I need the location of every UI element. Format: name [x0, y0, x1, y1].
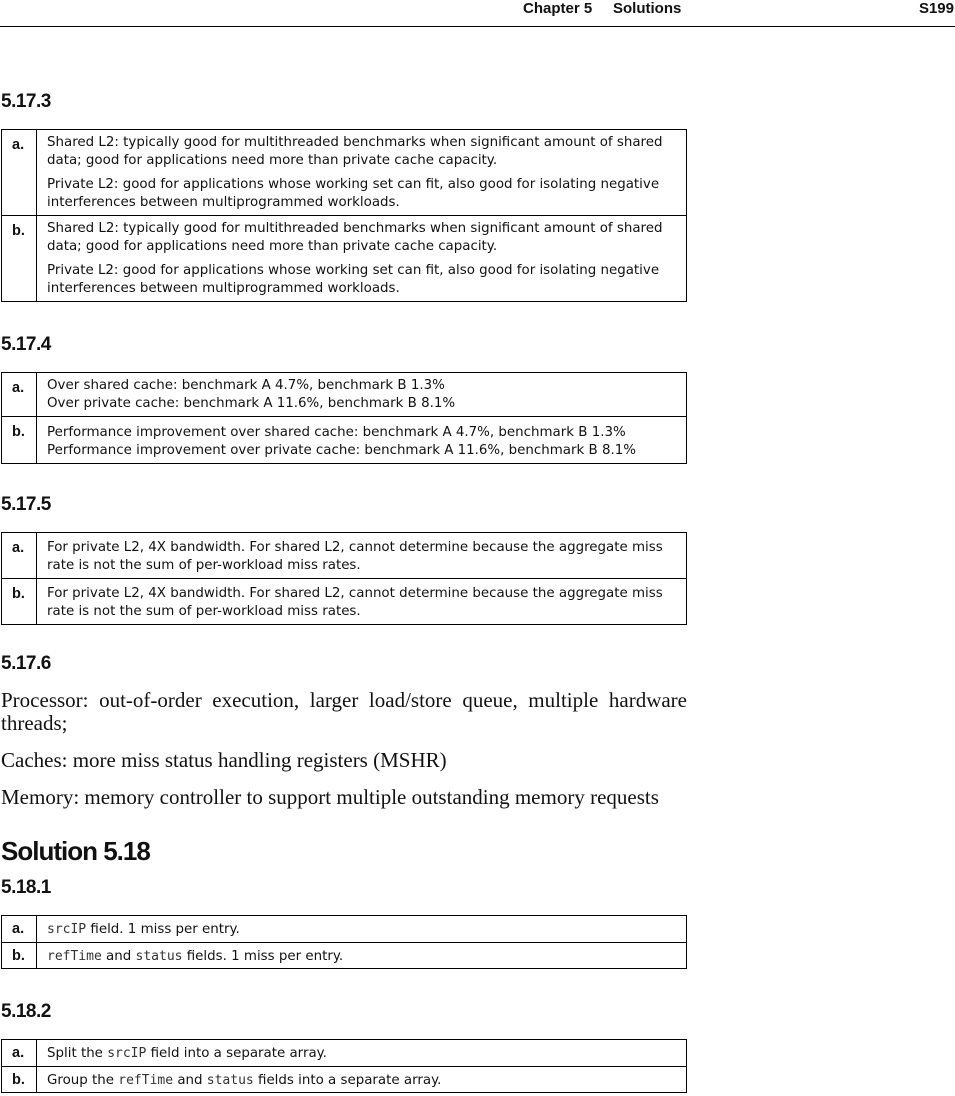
table-5-18-1 [1, 915, 687, 969]
row-text [37, 916, 687, 943]
memory-paragraph: Memory: memory controller to support multiple outstanding memory requests [1, 785, 659, 809]
private-l2-paragraph: Private L2: good for applications whose working set can fit, also good for isolating negative interferences between multiprogrammed workloads. [47, 177, 660, 210]
processor-paragraph: Processor: out-of-order execution, larger load/store queue, multiple hardware threads; [1, 688, 687, 735]
table-row [2, 579, 687, 625]
text-paragraph: For private L2, 4X bandwidth. For shared L2, cannot determine because the aggregate miss rate is not the sum of per-workload miss rates. [47, 586, 663, 619]
row-label: a. [2, 130, 37, 216]
page-number: S199 [918, 0, 954, 17]
row-text [37, 942, 687, 969]
private-l2-paragraph: Private L2: good for applications whose working set can fit, also good for isolating negative interferences between multiprogrammed workloads. [47, 263, 660, 296]
heading-5-17-4: 5.17.4 [1, 334, 51, 355]
row-text [37, 1066, 687, 1093]
code-reftime: refTime [118, 1072, 174, 1088]
table-5-17-3 [1, 129, 687, 302]
shared-l2-paragraph: Shared L2: typically good for multithreaded benchmarks when significant amount of shared data; good for applications need more than private cache capacity. [47, 221, 663, 254]
code-reftime: refTime [47, 948, 102, 964]
text-fragment: Split the [47, 1046, 108, 1061]
running-head [0, 0, 955, 18]
section-label: Solutions [613, 0, 682, 17]
table-row [2, 533, 687, 579]
table-row [2, 216, 687, 302]
text-line: Performance improvement over private cache: benchmark A 11.6%, benchmark B 8.1% [47, 442, 636, 458]
text-line: Over private cache: benchmark A 11.6%, benchmark B 8.1% [47, 395, 456, 411]
table-row [2, 130, 687, 216]
shared-l2-paragraph: Shared L2: typically good for multithreaded benchmarks when significant amount of shared data; good for applications need more than private cache capacity. [47, 135, 663, 168]
row-text [37, 533, 687, 579]
row-label: b. [2, 942, 37, 969]
text-paragraph: For private L2, 4X bandwidth. For shared L2, cannot determine because the aggregate miss rate is not the sum of per-workload miss rates. [47, 540, 663, 573]
row-label: a. [2, 1040, 37, 1067]
table-row [2, 916, 687, 943]
table-row [2, 373, 687, 417]
row-label: b. [2, 1066, 37, 1093]
text-fragment: and [101, 948, 136, 964]
text-fragment: field. 1 miss per entry. [86, 922, 240, 937]
table-5-18-2 [1, 1039, 687, 1093]
text-line: Performance improvement over shared cache: benchmark A 4.7%, benchmark B 1.3% [47, 425, 626, 440]
heading-5-17-3: 5.17.3 [1, 91, 51, 112]
row-label: a. [2, 916, 37, 943]
code-srcip: srcIP [47, 922, 87, 937]
row-text [37, 373, 687, 417]
row-label: b. [2, 579, 37, 625]
table-row [2, 942, 687, 969]
row-text [37, 417, 687, 464]
heading-5-18-1: 5.18.1 [1, 877, 51, 898]
row-text [37, 1040, 687, 1067]
text-fragment: field into a separate array. [146, 1046, 327, 1061]
heading-5-18-2: 5.18.2 [1, 1001, 51, 1022]
text-fragment: fields. 1 miss per entry. [182, 948, 344, 964]
header-rule [0, 26, 955, 27]
code-status: status [206, 1072, 254, 1088]
table-row [2, 1066, 687, 1093]
heading-5-17-6: 5.17.6 [1, 653, 51, 674]
text-line: Over shared cache: benchmark A 4.7%, benchmark B 1.3% [47, 378, 445, 393]
row-label: b. [2, 417, 37, 464]
row-text [37, 579, 687, 625]
row-label: a. [2, 373, 37, 417]
text-fragment: and [173, 1072, 207, 1088]
row-label: b. [2, 216, 37, 302]
table-row [2, 1040, 687, 1067]
caches-paragraph: Caches: more miss status handling registers (MSHR) [1, 748, 447, 772]
heading-5-17-5: 5.17.5 [1, 494, 51, 515]
chapter-label: Chapter 5 [523, 0, 593, 17]
table-5-17-4 [1, 372, 687, 464]
table-row [2, 417, 687, 464]
row-text [37, 130, 687, 216]
code-srcip: srcIP [107, 1046, 147, 1061]
solution-title: Solution 5.18 [1, 836, 150, 866]
row-text [37, 216, 687, 302]
text-fragment: Group the [47, 1072, 119, 1088]
table-5-17-5 [1, 532, 687, 625]
row-label: a. [2, 533, 37, 579]
text-fragment: fields into a separate array. [253, 1072, 442, 1088]
code-status: status [135, 948, 183, 964]
